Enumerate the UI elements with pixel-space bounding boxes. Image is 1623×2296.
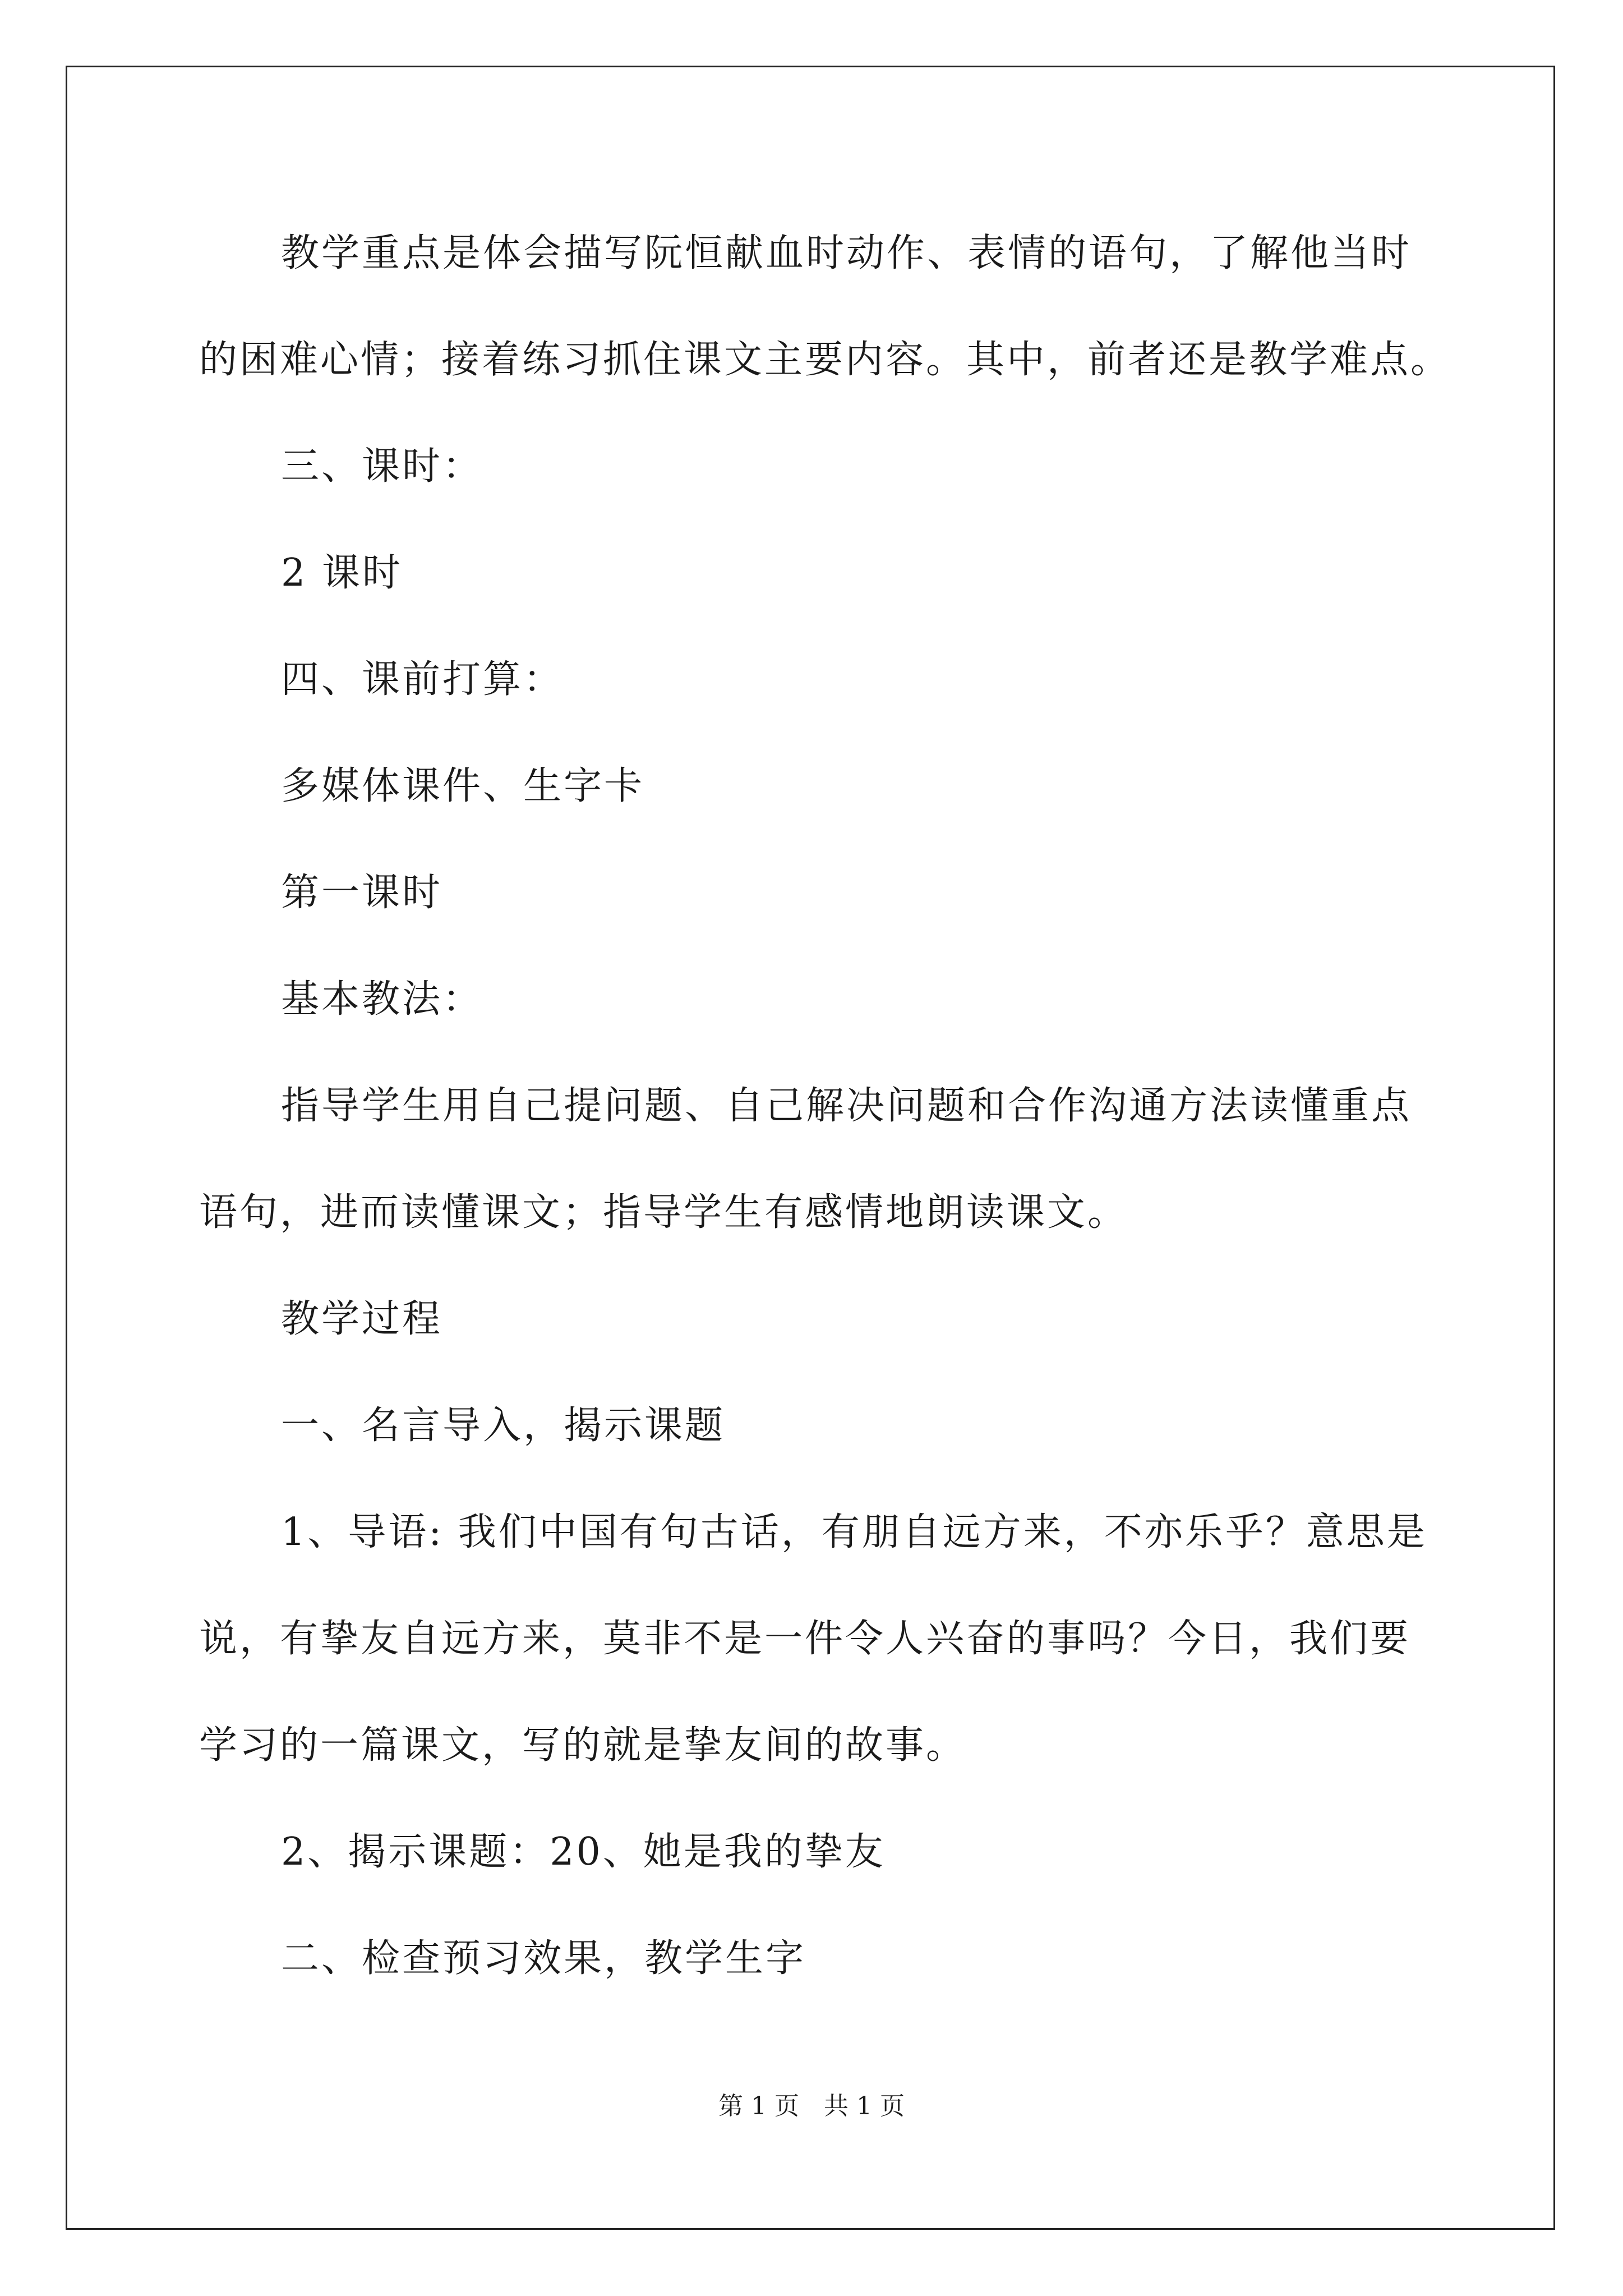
section-heading: 二、检查预习效果，教学生字 <box>281 1936 806 1981</box>
paragraph-line: 教学重点是体会描写阮恒献血时动作、表情的语句，了解他当时 <box>281 231 1412 275</box>
page-number: 第 1 页 <box>718 2092 799 2120</box>
paragraph-line: 说，有挚友自远方来，莫非不是一件令人兴奋的事吗？今日，我们要 <box>199 1617 1411 1661</box>
section-heading: 四、课前打算： <box>281 657 564 702</box>
section-heading: 三、课时： <box>281 444 483 489</box>
section-heading: 基本教法： <box>281 977 483 1022</box>
page-border <box>66 66 1555 2230</box>
page-total: 共 1 页 <box>824 2092 905 2120</box>
paragraph-line: 2 课时 <box>281 551 403 595</box>
paragraph-line: 1、导语: 我们中国有句古话，有朋自远方来，不亦乐乎？意思是 <box>281 1510 1427 1554</box>
paragraph-line: 多媒体课件、生字卡 <box>281 764 645 808</box>
paragraph-line: 学习的一篇课文，写的就是挚友间的故事。 <box>199 1723 967 1768</box>
paragraph-line: 指导学生用自己提问题、自己解决问题和合作沟通方法读懂重点 <box>281 1084 1412 1128</box>
paragraph-line: 的困难心情；接着练习抓住课文主要内容。其中，前者还是教学难点。 <box>199 338 1451 382</box>
section-heading: 教学过程 <box>281 1297 443 1341</box>
section-heading: 第一课时 <box>281 871 443 915</box>
page-footer <box>0 2092 1623 2120</box>
paragraph-line: 语句，进而读懂课文；指导学生有感情地朗读课文。 <box>199 1190 1128 1235</box>
section-heading: 一、名言导入，揭示课题 <box>281 1404 726 1448</box>
paragraph-line: 2、揭示课题：20、她是我的挚友 <box>281 1830 886 1874</box>
